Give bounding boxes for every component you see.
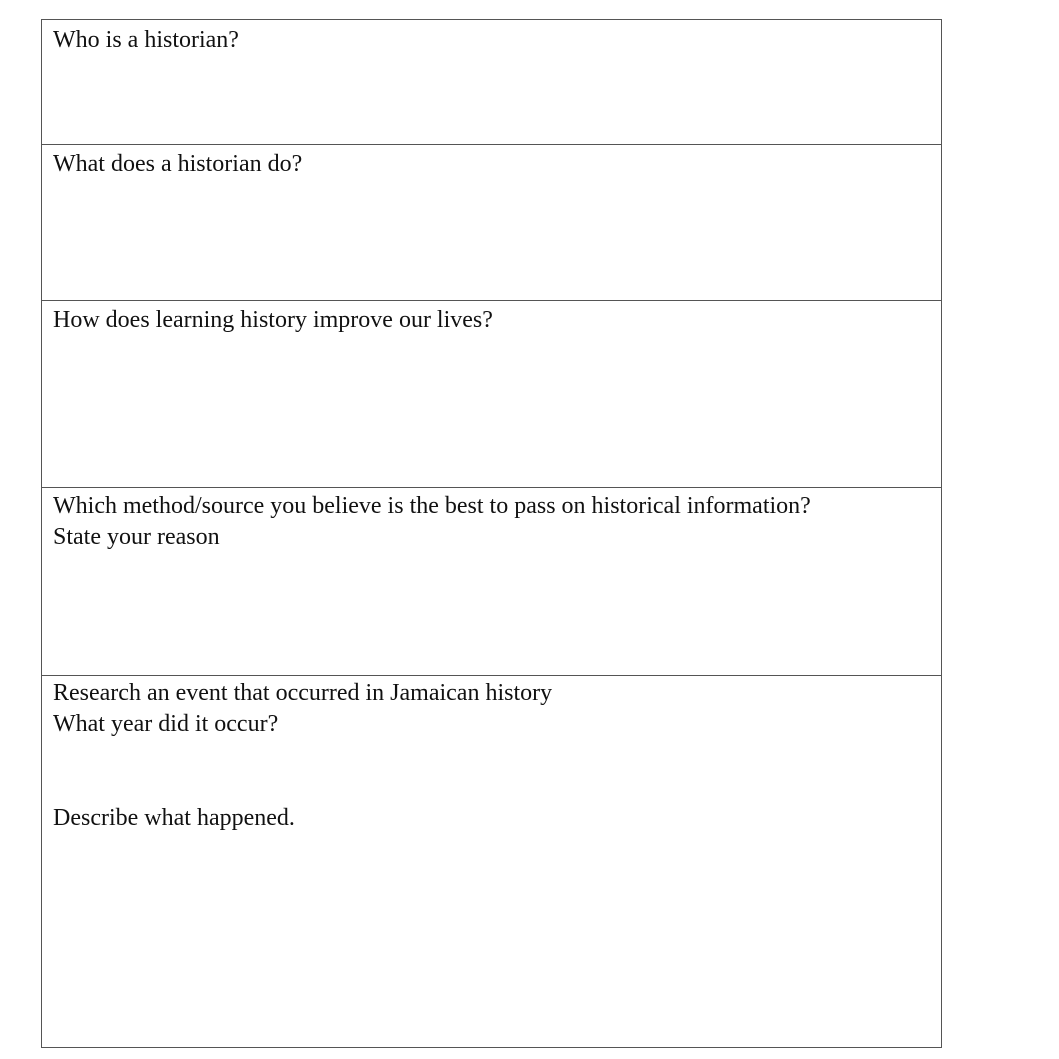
question-text: What does a historian do?	[53, 151, 303, 177]
question-row-what-historian-does[interactable]	[42, 145, 941, 301]
question-row-best-method[interactable]	[42, 488, 941, 676]
question-subtext: What year did it occur?	[53, 711, 279, 737]
question-row-learning-history[interactable]	[42, 301, 941, 488]
question-text: How does learning history improve our lives?	[53, 307, 493, 333]
question-subtext: Describe what happened.	[53, 805, 295, 831]
worksheet-table	[41, 19, 942, 1048]
question-row-jamaican-event[interactable]	[42, 676, 941, 1048]
question-text: Which method/source you believe is the best to pass on historical information?	[53, 493, 811, 519]
question-text: Who is a historian?	[53, 27, 239, 53]
question-row-historian[interactable]	[42, 20, 941, 145]
question-subtext: State your reason	[53, 524, 220, 550]
question-text: Research an event that occurred in Jamaican history	[53, 680, 553, 706]
